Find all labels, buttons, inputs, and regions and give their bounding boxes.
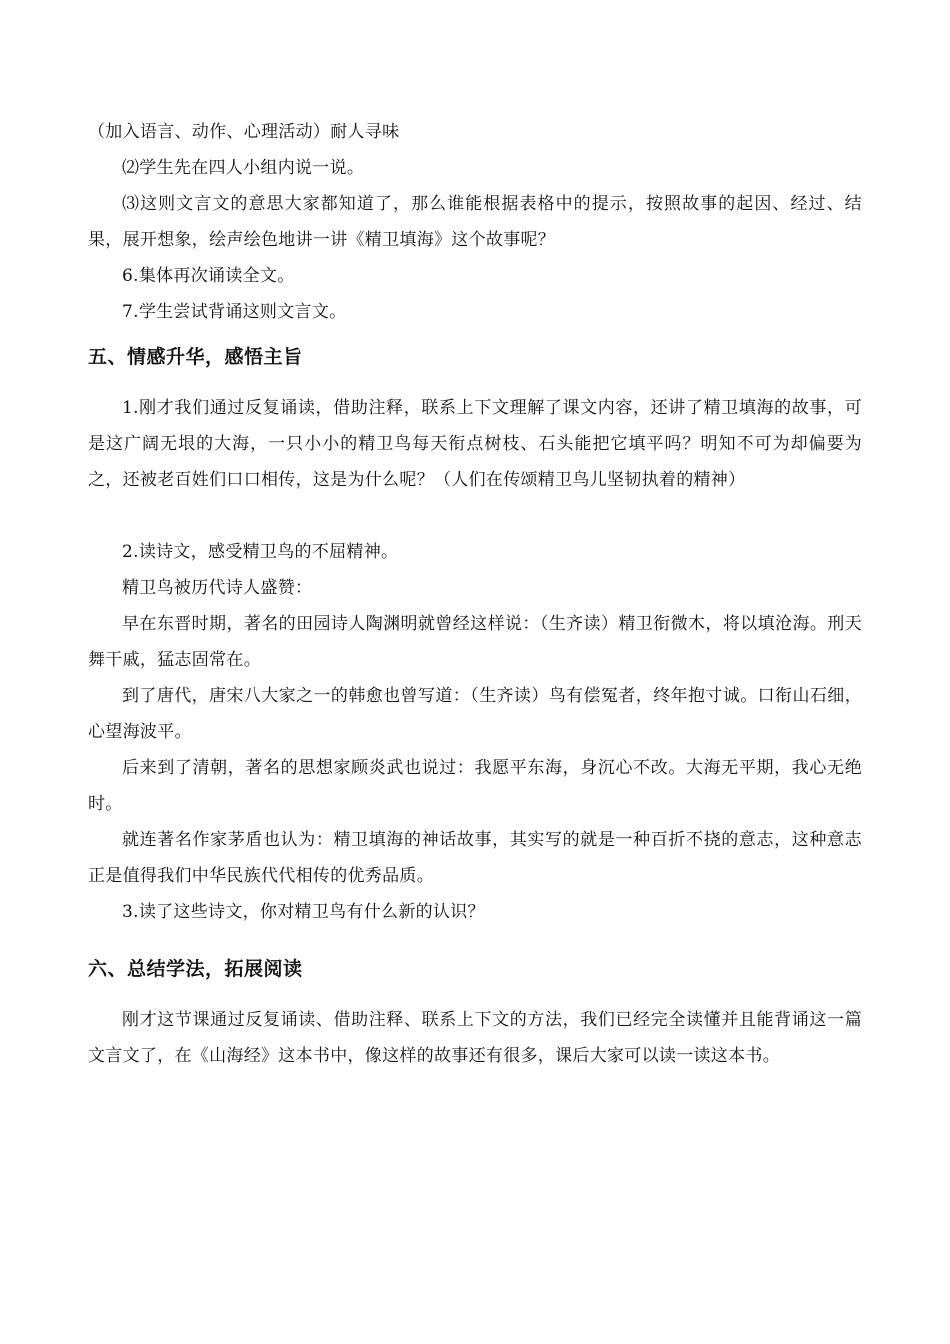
paragraph-s5-3: 3.读了这些诗文，你对精卫鸟有什么新的认识？ <box>122 902 485 922</box>
paragraph-s6-1: 刚才这节课通过反复诵读、借助注释、联系上下文的方法，我们已经完全读懂并且能背诵这一篇文言文了，在《山海经》这本书中，像这样的故事还有很多，课后大家可以读一读这本书。 <box>88 1010 862 1066</box>
paragraph-continuation: （加入语言、动作、心理活动）耐人寻味 <box>88 122 400 142</box>
section-heading-6: 六、总结学法，拓展阅读 <box>88 958 303 980</box>
paragraph-s5-mao: 就连著名作家茅盾也认为：精卫填海的神话故事，其实写的就是一种百折不挠的意志，这种意志正是值得我们中华民族代代相传的优秀品质。 <box>88 830 862 886</box>
paragraph-s5-tao: 早在东晋时期，著名的田园诗人陶渊明就曾经这样说：（生齐读）精卫衔微木，将以填沧海。刑天舞干戚，猛志固常在。 <box>88 614 862 670</box>
paragraph-s5-gu: 后来到了清朝，著名的思想家顾炎武也说过：我愿平东海，身沉心不改。大海无平期，我心无绝时。 <box>88 758 862 814</box>
paragraph-s5-2: 2.读诗文，感受精卫鸟的不屈精神。 <box>122 542 399 562</box>
paragraph-s5-1: 1.刚才我们通过反复诵读，借助注释，联系上下文理解了课文内容，还讲了精卫填海的故事，可是这广阔无垠的大海，一只小小的精卫鸟每天衔点树枝、石头能把它填平吗？明知不可为却偏要为之，还被老百姓们口口相传，这是为什么呢？（人们在传颂精卫鸟儿坚韧执着的精神） <box>88 398 862 490</box>
paragraph-item-6: 6.集体再次诵读全文。 <box>122 266 295 286</box>
paragraph-s5-intro: 精卫鸟被历代诗人盛赞： <box>122 578 313 598</box>
section-heading-5: 五、情感升华，感悟主旨 <box>88 346 303 368</box>
paragraph-s5-han: 到了唐代，唐宋八大家之一的韩愈也曾写道：（生齐读）鸟有偿冤者，终年抱寸诚。口衔山石细，心望海波平。 <box>88 686 862 742</box>
paragraph-item-7: 7.学生尝试背诵这则文言文。 <box>122 302 347 322</box>
paragraph-step-2: ⑵学生先在四人小组内说一说。 <box>122 158 365 178</box>
paragraph-step-3: ⑶这则文言文的意思大家都知道了，那么谁能根据表格中的提示，按照故事的起因、经过、结果，展开想象，绘声绘色地讲一讲《精卫填海》这个故事呢？ <box>88 194 862 250</box>
